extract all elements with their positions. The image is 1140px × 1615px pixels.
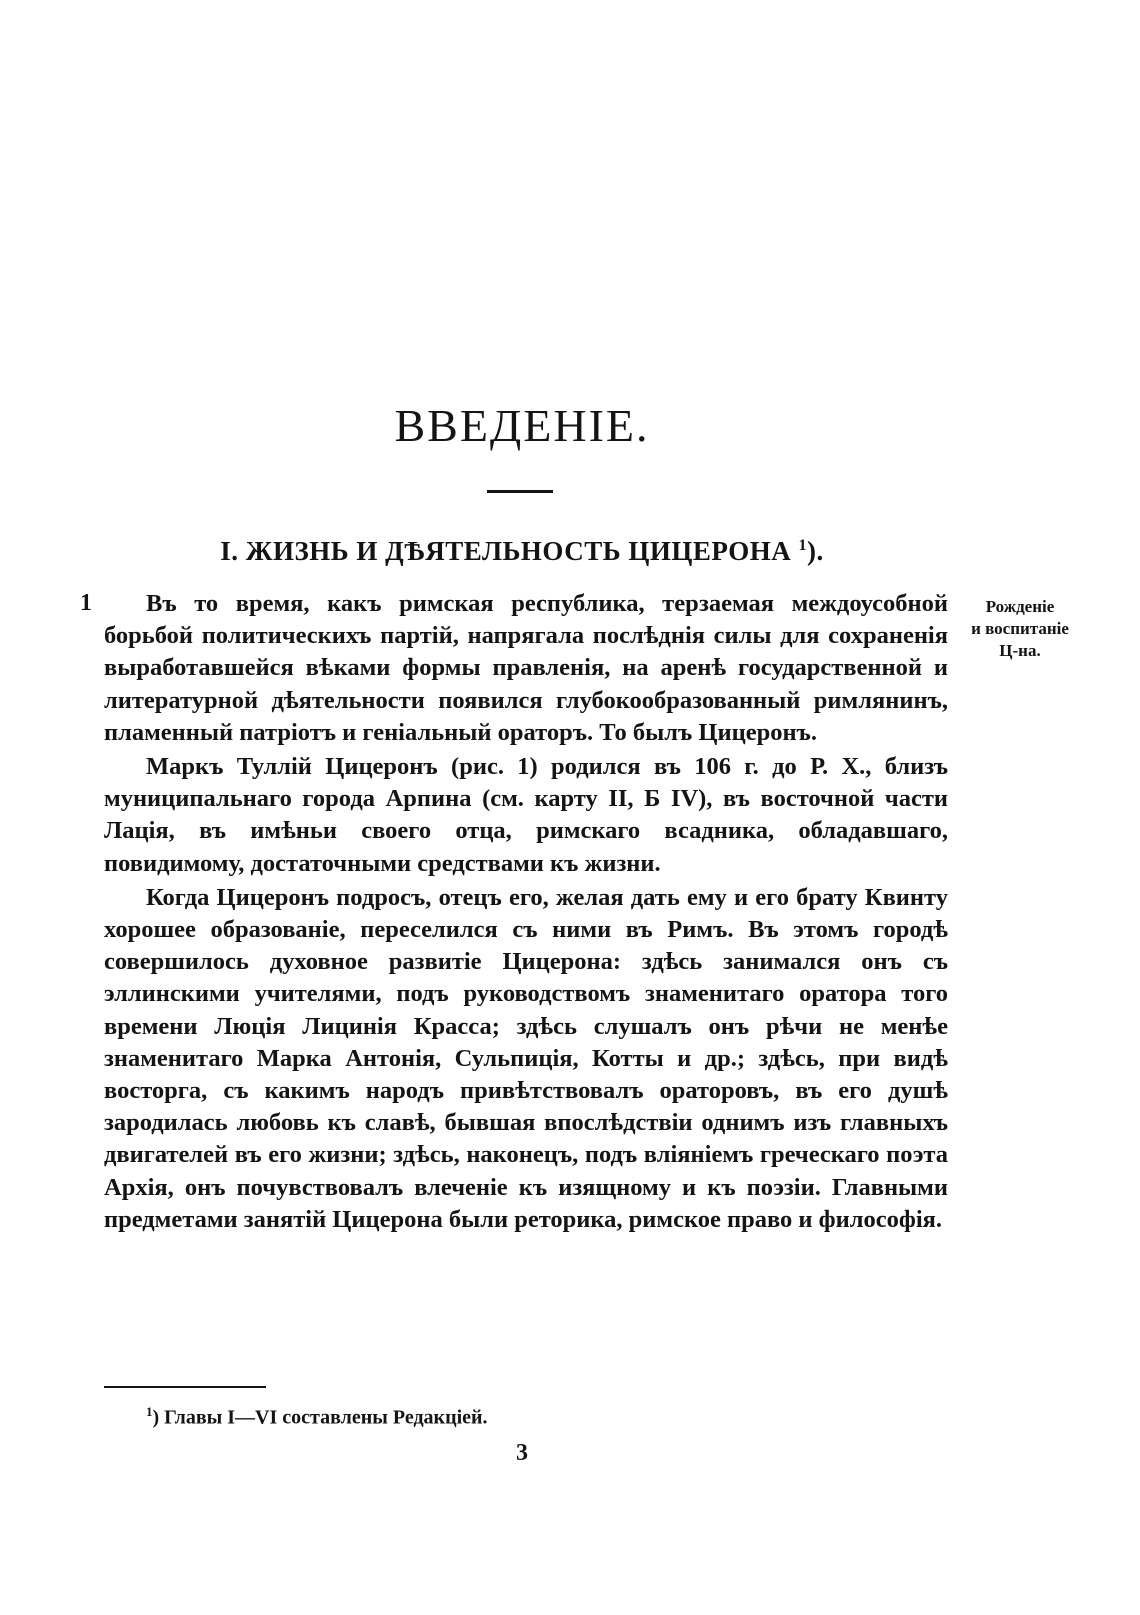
section-heading	[0, 528, 1044, 569]
page-title: ВВЕДЕНІЕ.	[394, 400, 650, 451]
margin-note-line: Ц-на.	[999, 641, 1041, 660]
margin-note	[960, 596, 1080, 662]
section-heading-text: I. ЖИЗНЬ И ДѢЯТЕЛЬНОСТЬ ЦИЦЕРОНА	[220, 536, 792, 566]
page-number: 3	[516, 1440, 528, 1466]
margin-note-line: Рожденіе	[985, 597, 1055, 616]
footnote-text: ) Главы I—VI составлены Редакціей.	[152, 1406, 488, 1429]
title-divider	[487, 490, 553, 493]
footnote-divider	[104, 1386, 266, 1388]
footnote-reference: 1	[798, 537, 807, 554]
footnote	[146, 1398, 488, 1432]
body-text	[104, 588, 948, 1238]
paragraph: Въ то время, какъ римская республика, терзаемая междоусобной борьбой политическихъ партій, напрягала послѣднія силы для сохраненія выработавшейся вѣками формы правленія, на аренѣ государственной и литературной дѣятельности появился глубокообразованный римлянинъ, пламенный патріотъ и геніальный ораторъ. То былъ Цицеронъ.	[104, 590, 948, 746]
paragraph: Когда Цицеронъ подросъ, отецъ его, желая дать ему и его брату Квинту хорошее образованіе, переселился съ ними въ Римъ. Въ этомъ городѣ совершилось духовное развитіе Цицерона: здѣсь занимался онъ съ эллинскими учителями, подъ руководствомъ знаменитаго оратора того времени Люція Лицинія Красса; здѣсь слушалъ онъ рѣчи не менѣе знаменитаго Марка Антонія, Сульпиція, Котты и др.; здѣсь, при видѣ восторга, съ какимъ народъ привѣтствовалъ ораторовъ, въ его душѣ зародилась любовь къ славѣ, бывшая впослѣдствіи однимъ изъ главныхъ двигателей въ его жизни; здѣсь, наконецъ, подъ вліяніемъ греческаго поэта Архія, онъ почувствовалъ влеченіе къ изящному и къ поэзіи. Главными предметами занятій Цицерона были реторика, римское право и философія.	[104, 883, 948, 1233]
paragraph: Маркъ Туллій Цицеронъ (рис. 1) родился въ 106 г. до Р. Х., близъ муниципальнаго города Арпина (см. карту II, Б IV), въ восточной части Лацiя, въ имѣньи своего отца, римскаго всадника, обладавшаго, повидимому, достаточными средствами къ жизни.	[104, 753, 948, 877]
margin-paragraph-number: 1	[80, 590, 92, 616]
margin-note-line: и воспитаніе	[971, 619, 1069, 638]
footnote-mark: 1	[146, 1404, 153, 1419]
section-heading-suffix: ).	[806, 536, 824, 566]
